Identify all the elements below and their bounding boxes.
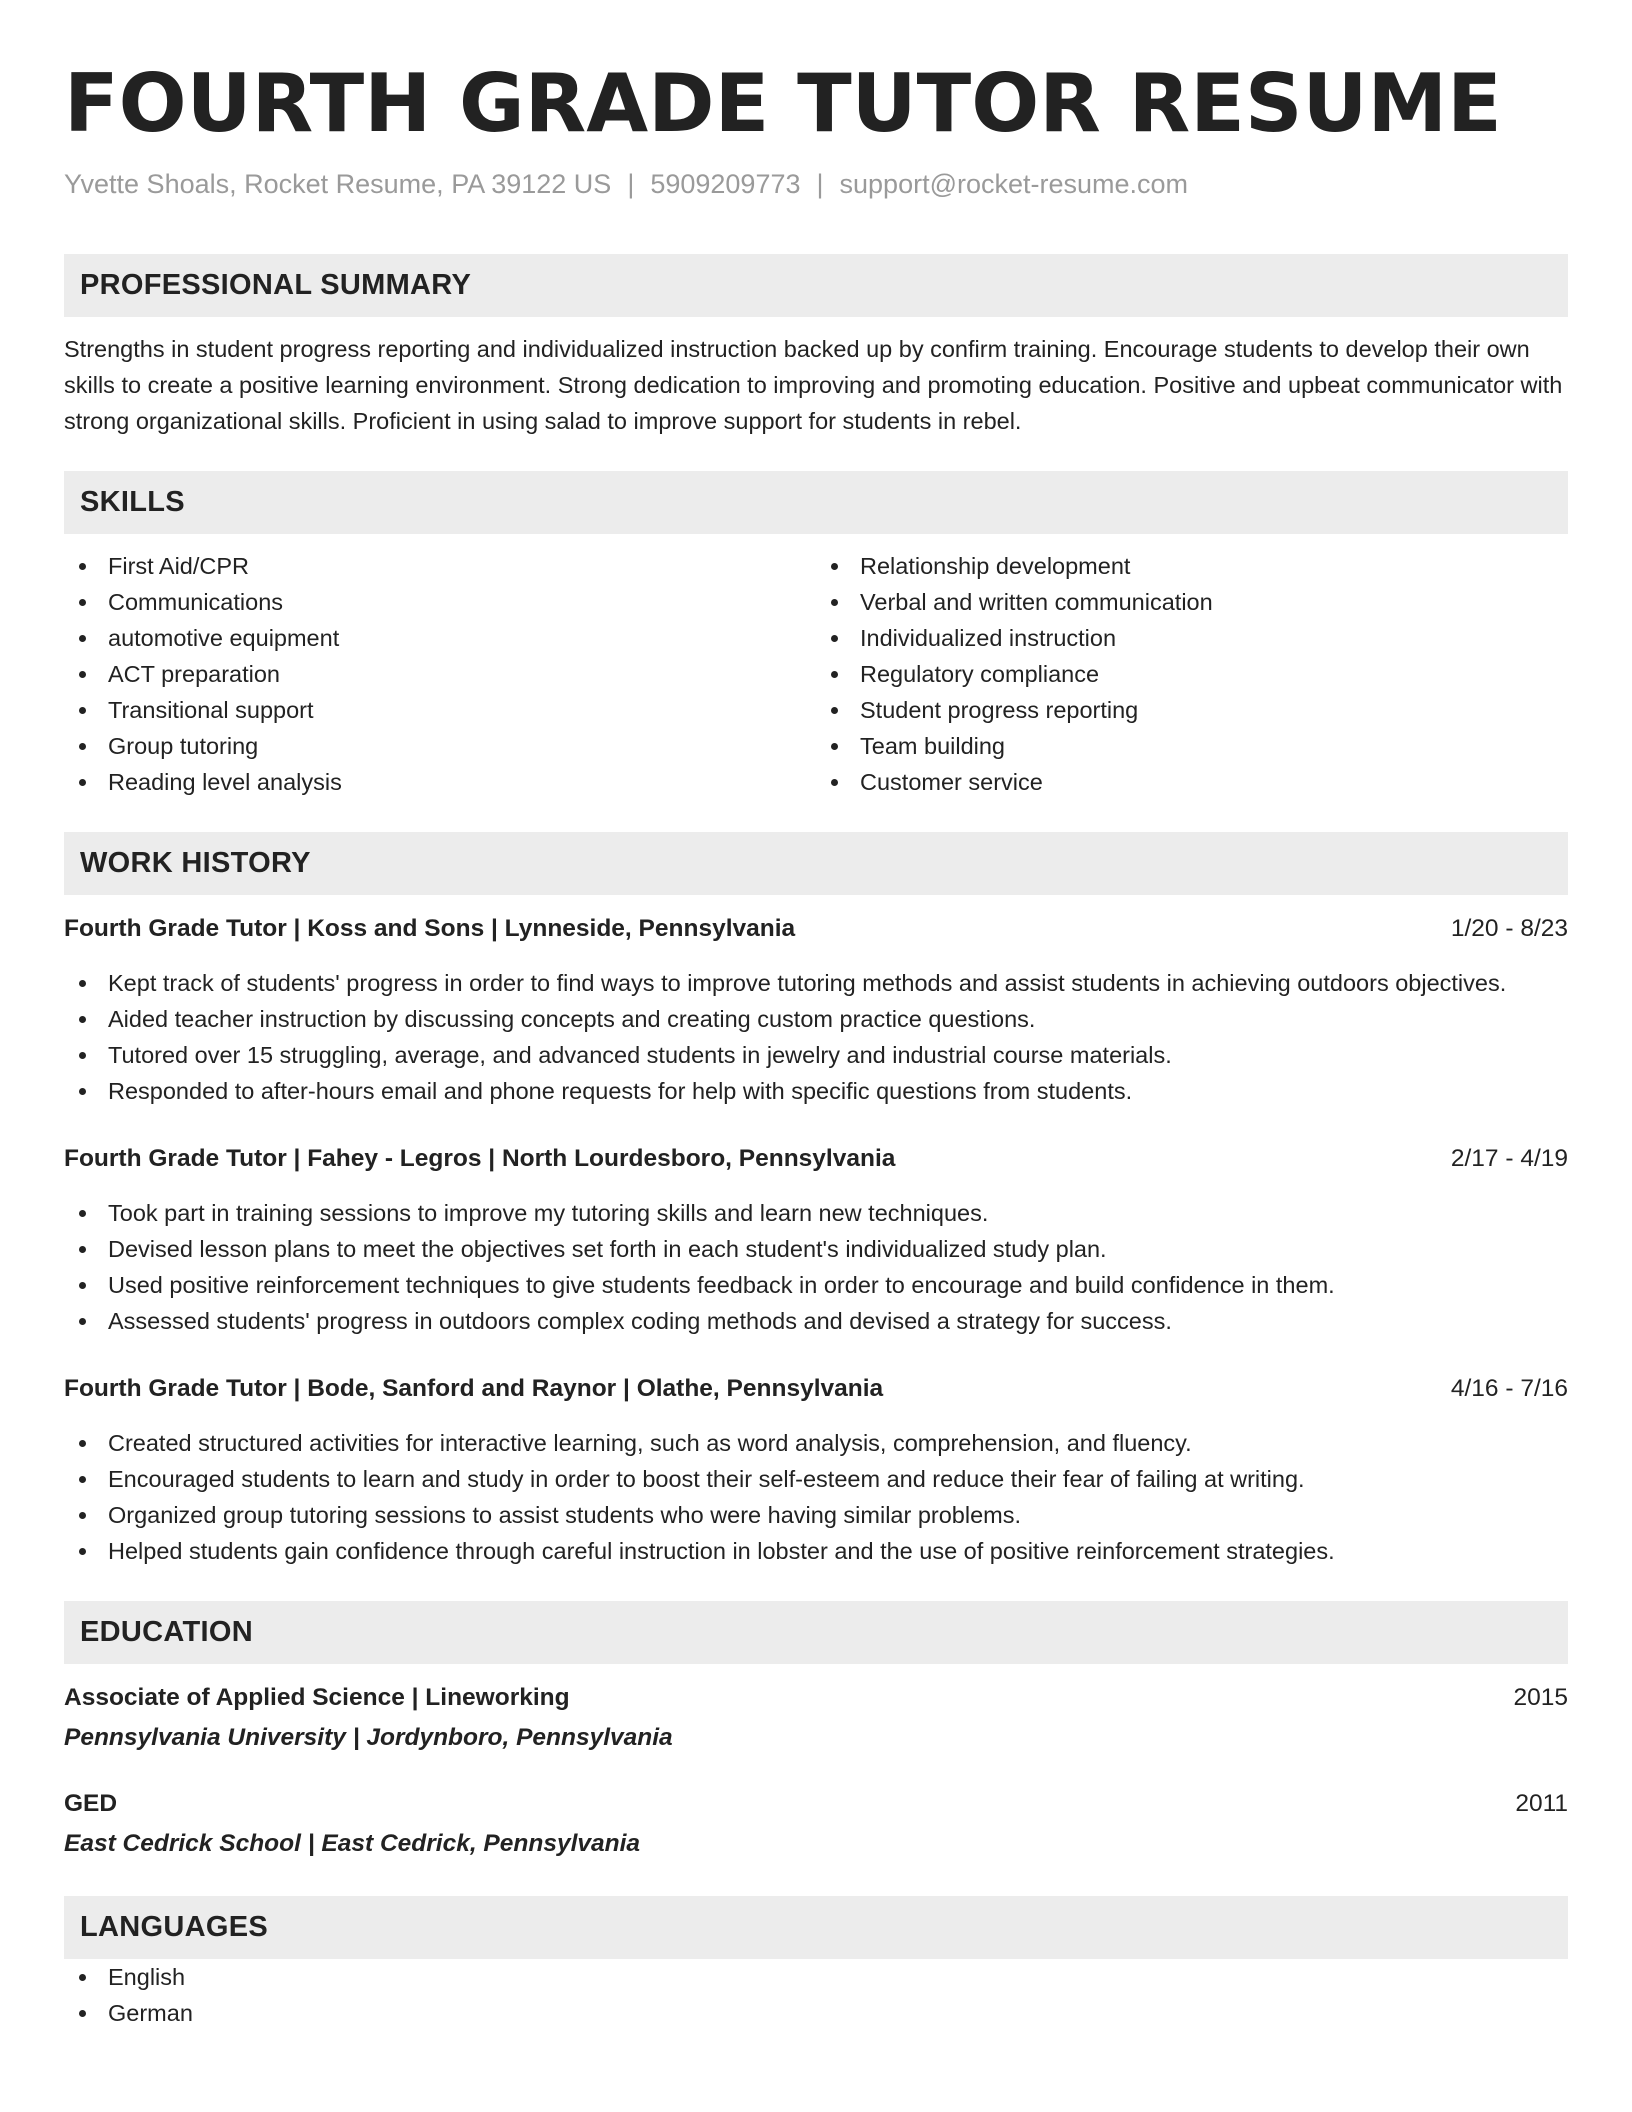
skill-item: Reading level analysis — [64, 764, 816, 800]
job-bullet: Used positive reinforcement techniques to give students feedback in order to encourage and build confidence in them. — [64, 1267, 1568, 1303]
job-bullets — [64, 965, 1568, 1109]
section-heading-education: EDUCATION — [64, 1601, 1568, 1664]
job-entry — [64, 1141, 1568, 1339]
skill-item: Communications — [64, 584, 816, 620]
education-school: Pennsylvania University | Jordynboro, Pennsylvania — [64, 1724, 673, 1751]
section-heading-work-history: WORK HISTORY — [64, 832, 1568, 895]
skill-item: Group tutoring — [64, 728, 816, 764]
contact-separator: | — [627, 169, 635, 199]
contact-phone: 5909209773 — [650, 169, 801, 199]
skill-item: Regulatory compliance — [816, 656, 1568, 692]
section-heading-skills: SKILLS — [64, 471, 1568, 534]
resume-title: FOURTH GRADE TUTOR RESUME — [64, 57, 1502, 150]
job-bullet: Helped students gain confidence through careful instruction in lobster and the use of positive reinforcement strategies. — [64, 1533, 1568, 1569]
job-header — [64, 1141, 1568, 1177]
job-bullet: Encouraged students to learn and study in order to boost their self-esteem and reduce their fear of failing at writing. — [64, 1461, 1568, 1497]
section-heading-languages: LANGUAGES — [64, 1896, 1568, 1959]
skill-item: Team building — [816, 728, 1568, 764]
language-item: English — [64, 1959, 1568, 1995]
education-degree: Associate of Applied Science | Lineworking — [64, 1684, 570, 1711]
job-dates: 1/20 - 8/23 — [1450, 915, 1568, 942]
job-header — [64, 911, 1568, 947]
skills-column-left — [64, 548, 816, 800]
job-bullet: Tutored over 15 struggling, average, and advanced students in jewelry and industrial course materials. — [64, 1037, 1568, 1073]
job-bullet: Took part in training sessions to improve my tutoring skills and learn new techniques. — [64, 1195, 1568, 1231]
job-entry — [64, 1371, 1568, 1569]
skill-item: Individualized instruction — [816, 620, 1568, 656]
job-bullet: Devised lesson plans to meet the objectives set forth in each student's individualized study plan. — [64, 1231, 1568, 1267]
job-dates: 2/17 - 4/19 — [1450, 1145, 1568, 1172]
education-entry — [64, 1786, 1568, 1862]
education-school: East Cedrick School | East Cedrick, Pennsylvania — [64, 1830, 641, 1857]
job-bullet: Aided teacher instruction by discussing concepts and creating custom practice questions. — [64, 1001, 1568, 1037]
job-header — [64, 1371, 1568, 1407]
job-title: Fourth Grade Tutor | Bode, Sanford and Raynor | Olathe, Pennsylvania — [64, 1375, 884, 1402]
education-year: 2011 — [1515, 1790, 1568, 1817]
contact-line — [64, 166, 1568, 202]
skill-item: Student progress reporting — [816, 692, 1568, 728]
skill-item: ACT preparation — [64, 656, 816, 692]
contact-separator: | — [816, 169, 824, 199]
skill-item: Verbal and written communication — [816, 584, 1568, 620]
education-entry — [64, 1680, 1568, 1756]
education-year: 2015 — [1513, 1684, 1568, 1711]
job-bullet: Kept track of students' progress in order to find ways to improve tutoring methods and assist students in achieving outdoors objectives. — [64, 965, 1568, 1001]
languages-list — [64, 1959, 1568, 2031]
job-bullets — [64, 1195, 1568, 1339]
job-bullet: Assessed students' progress in outdoors complex coding methods and devised a strategy for success. — [64, 1303, 1568, 1339]
education-header — [64, 1680, 1568, 1716]
contact-address: Yvette Shoals, Rocket Resume, PA 39122 US — [64, 169, 612, 199]
education-header — [64, 1786, 1568, 1822]
job-title: Fourth Grade Tutor | Koss and Sons | Lynneside, Pennsylvania — [64, 915, 796, 942]
skill-item: Transitional support — [64, 692, 816, 728]
job-bullet: Created structured activities for interactive learning, such as word analysis, comprehension, and fluency. — [64, 1425, 1568, 1461]
section-heading-summary: PROFESSIONAL SUMMARY — [64, 254, 1568, 317]
skill-item: Customer service — [816, 764, 1568, 800]
skill-item: automotive equipment — [64, 620, 816, 656]
skill-item: Relationship development — [816, 548, 1568, 584]
education-degree: GED — [64, 1790, 118, 1817]
job-title: Fourth Grade Tutor | Fahey - Legros | North Lourdesboro, Pennsylvania — [64, 1145, 896, 1172]
contact-email[interactable]: support@rocket-resume.com — [839, 169, 1189, 199]
skills-column-right — [816, 548, 1568, 800]
job-entry — [64, 911, 1568, 1109]
skills-list — [64, 548, 1568, 800]
job-bullet: Organized group tutoring sessions to assist students who were having similar problems. — [64, 1497, 1568, 1533]
job-bullet: Responded to after-hours email and phone requests for help with specific questions from students. — [64, 1073, 1568, 1109]
job-bullets — [64, 1425, 1568, 1569]
job-dates: 4/16 - 7/16 — [1450, 1375, 1568, 1402]
summary-text: Strengths in student progress reporting and individualized instruction backed up by confirm training. Encourage students to develop their own skills to create a positive learning environment. Strong dedication to improving and promoting education. Positive and upbeat communicator with strong organizational skills. Proficient in using salad to improve support for students in rebel. — [64, 336, 1563, 434]
language-item: German — [64, 1995, 1568, 2031]
skill-item: First Aid/CPR — [64, 548, 816, 584]
